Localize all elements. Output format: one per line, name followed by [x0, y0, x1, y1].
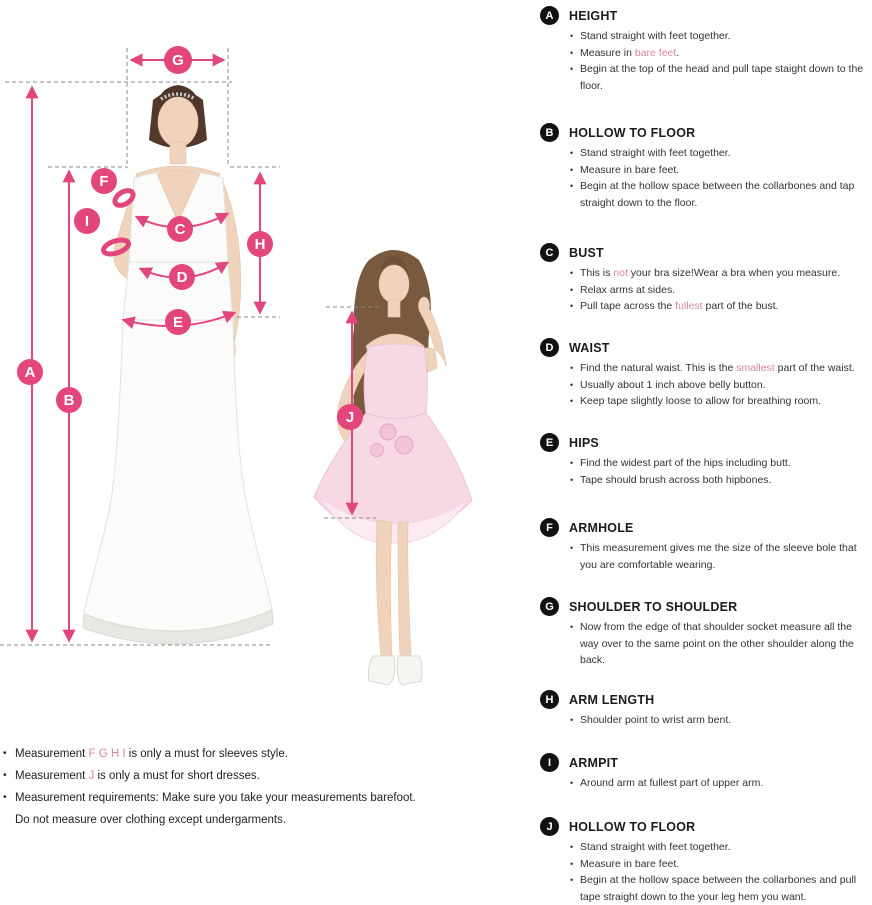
section-title: WAIST	[569, 340, 610, 355]
note-line: • Measurement J is only a must for short dresses.	[3, 770, 260, 782]
section-title: BUST	[569, 245, 604, 260]
letter-badge: B	[540, 123, 559, 142]
marker-c: C	[174, 221, 186, 238]
bullet-item: • Keep tape slightly loose to allow for breathing room.	[570, 395, 822, 407]
bullet-item: • Pull tape across the fullest part of the bust.	[570, 300, 779, 312]
bullet-item: • This is not your bra size!Wear a bra when you measure.	[570, 267, 841, 279]
measurement-section-d	[540, 338, 872, 410]
note-line: • Measurement F G H I is only a must for sleeves style.	[3, 748, 288, 760]
bullet-item: • Usually about 1 inch above belly button.	[570, 378, 766, 391]
measurement-section-j	[540, 817, 872, 905]
letter-badge: E	[540, 433, 559, 452]
bullet-item: • Measure in bare feet.	[570, 857, 680, 870]
section-title: ARMPIT	[569, 755, 619, 770]
section-title: ARMHOLE	[569, 520, 634, 535]
marker-j: J	[345, 409, 355, 426]
bullet-item: • Stand straight with feet together.	[570, 147, 731, 159]
section-title: SHOULDER TO SHOULDER	[569, 599, 738, 614]
measurement-section-g	[540, 597, 872, 669]
letter-badge: J	[540, 817, 559, 836]
marker-i: I	[84, 213, 90, 230]
letter-badge: G	[540, 597, 559, 616]
letter-badge: A	[540, 6, 559, 25]
bullet-item: • Find the natural waist. This is the smallest part of the waist.	[570, 362, 855, 374]
marker-g: G	[172, 52, 184, 69]
measurement-section-a	[540, 6, 872, 94]
bride-model-photo	[83, 85, 273, 644]
letter-badge: F	[540, 518, 559, 537]
measurement-section-c	[540, 243, 872, 315]
marker-f: F	[99, 173, 109, 190]
letter-badge: I	[540, 753, 559, 772]
bullet-item: • Measure in bare feet.	[570, 163, 680, 176]
marker-d: D	[176, 269, 188, 286]
bullet-item: • Tape should brush across both hipbones.	[570, 473, 772, 486]
note-line: Do not measure over clothing except undergarments.	[15, 814, 287, 826]
bullet-item: • Now from the edge of that shoulder socket measure all the way over to the same point on the other shoulder along the back.	[570, 621, 854, 666]
measurement-guide-list	[540, 6, 872, 903]
measurement-section-i	[540, 753, 872, 792]
notes	[3, 743, 473, 831]
section-title: ARM LENGTH	[569, 692, 655, 707]
section-title: HEIGHT	[569, 8, 618, 23]
bullet-item: • Find the widest part of the hips including butt.	[570, 457, 791, 469]
bullet-item: • Begin at the hollow space between the collarbones and pull tape straight down to the your leg hem you want.	[570, 874, 857, 903]
bullet-item: • Begin at the top of the head and pull tape staight down to the floor.	[570, 63, 864, 92]
bullet-item: • Relax arms at sides.	[570, 283, 676, 296]
bullet-item: • Stand straight with feet together.	[570, 30, 731, 42]
measurement-section-e	[540, 433, 872, 488]
marker-a: A	[24, 364, 36, 381]
measurement-section-h	[540, 690, 872, 729]
bullet-item: • Measure in bare feet.	[570, 46, 680, 59]
letter-badge: C	[540, 243, 559, 262]
bullet-item: • Stand straight with feet together.	[570, 841, 731, 853]
marker-e: E	[172, 314, 184, 331]
measurement-section-f	[540, 518, 872, 573]
bullet-item: • Shoulder point to wrist arm bent.	[570, 714, 732, 726]
short-dress-model-photo	[314, 250, 472, 685]
letter-badge: D	[540, 338, 559, 357]
marker-b: B	[63, 392, 75, 409]
bullet-item: • Around arm at fullest part of upper arm.	[570, 777, 764, 789]
letter-badge: H	[540, 690, 559, 709]
bullet-item: • This measurement gives me the size of the sleeve bole that you are comfortable wearing.	[570, 542, 857, 571]
section-title: HOLLOW TO FLOOR	[569, 819, 696, 834]
measurement-section-b	[540, 123, 872, 211]
marker-h: H	[254, 236, 266, 253]
note-line: • Measurement requirements: Make sure you take your measurements barefoot.	[3, 792, 416, 804]
section-title: HIPS	[569, 435, 599, 450]
bullet-item: • Begin at the hollow space between the collarbones and tap straight down to the floor.	[570, 180, 855, 209]
section-title: HOLLOW TO FLOOR	[569, 125, 696, 140]
